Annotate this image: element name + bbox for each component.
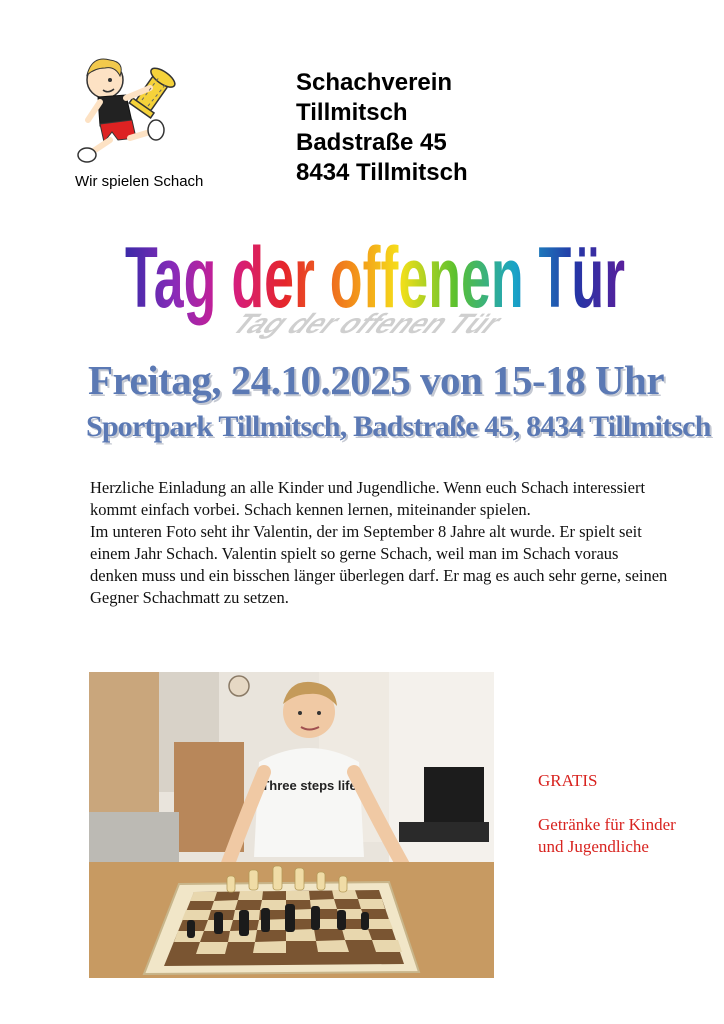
club-name-line: Schachverein xyxy=(296,69,453,96)
chess-boy-mascot-icon xyxy=(70,40,230,175)
shirt-print: Three steps life xyxy=(261,778,357,793)
club-town-line: Tillmitsch xyxy=(296,99,408,126)
event-date-line: Freitag, 24.10.2025 von 15-18 Uhr xyxy=(88,357,665,403)
intro-paragraph-2: Im unteren Foto seht ihr Valentin, der im September 8 Jahre alt wurde. Er spielt seit einem Jahr Schach. Valentin spielt so gerne Schach, weil man im Schach voraus denken muss und ein bisschen länger überlegen darf. Er mag es auch sehr gerne, seinen Gegner Schachmatt zu setzen. xyxy=(90,522,668,607)
club-postcode-line: 8434 Tillmitsch xyxy=(296,159,468,186)
club-street-line: Badstraße 45 xyxy=(296,129,447,156)
event-title-wordart xyxy=(80,225,660,350)
event-title: Tag der offenen Tür xyxy=(125,230,625,326)
club-address xyxy=(296,68,468,188)
free-drinks-note xyxy=(538,770,676,858)
gratis-text-line-1: Getränke für Kinder xyxy=(538,815,676,834)
intro-paragraph-1: Herzliche Einladung an alle Kinder und Jugendliche. Wenn euch Schach interessiert kommt einfach vorbei. Schach kennen lernen, miteinander spielen. xyxy=(90,478,646,519)
valentin-chess-photo xyxy=(89,672,494,978)
club-logo xyxy=(70,40,230,195)
gratis-heading: GRATIS xyxy=(538,771,598,790)
intro-text xyxy=(90,477,670,609)
event-title-shadow: Tag der offenen Tür xyxy=(223,308,511,340)
logo-caption: Wir spielen Schach xyxy=(75,173,204,190)
event-location-line: Sportpark Tillmitsch, Badstraße 45, 8434 Tillmitsch xyxy=(86,410,711,443)
gratis-text-line-2: und Jugendliche xyxy=(538,837,649,856)
